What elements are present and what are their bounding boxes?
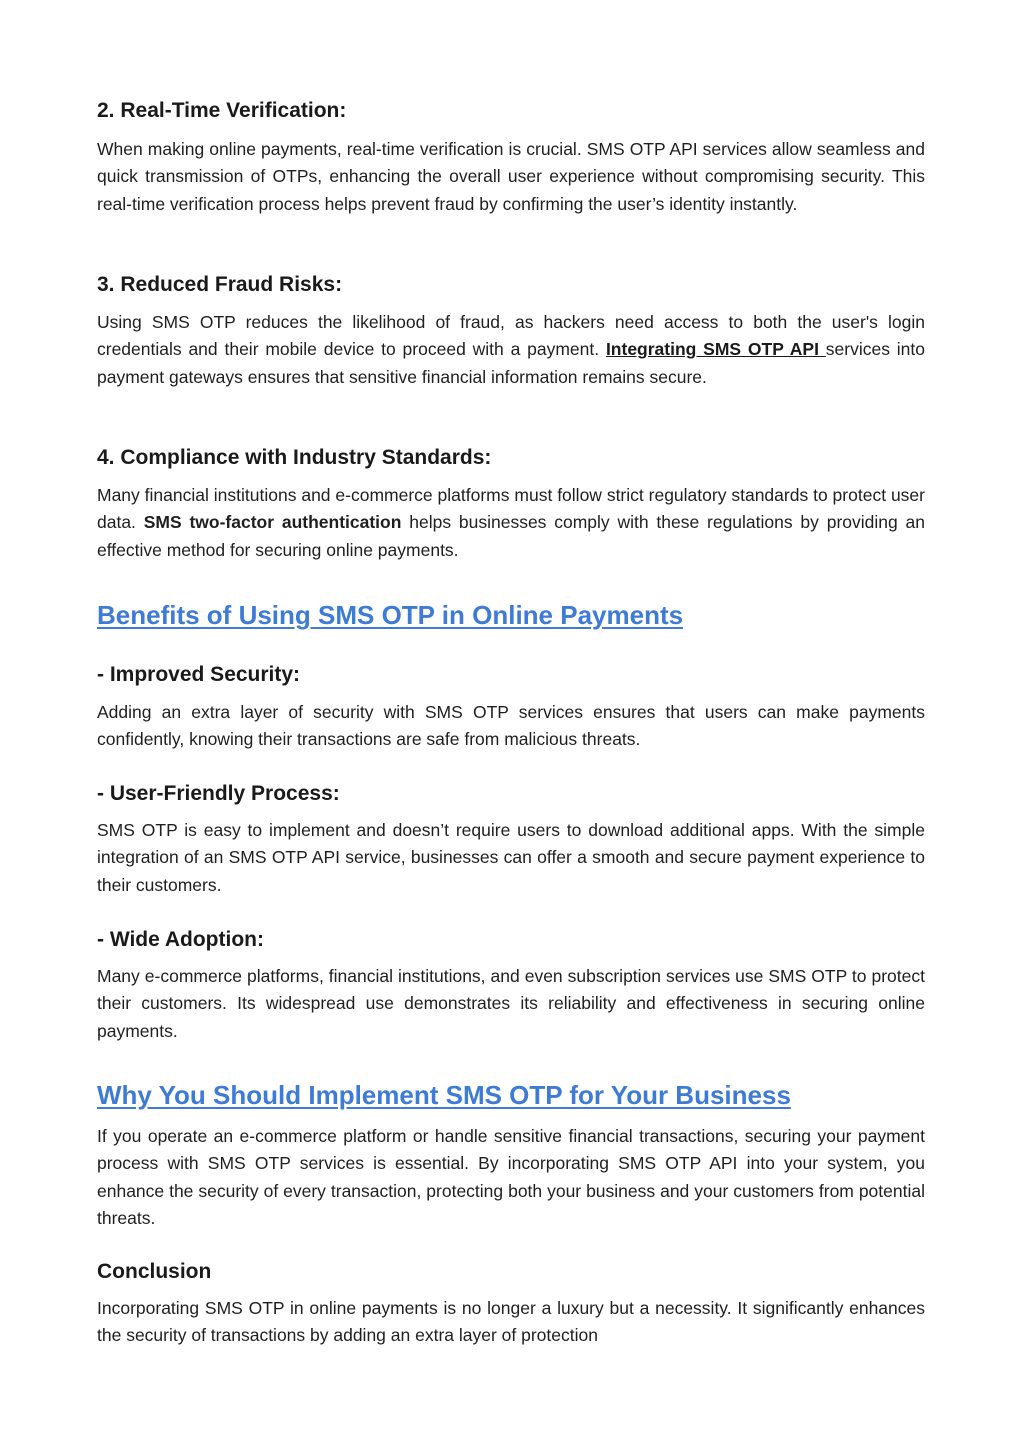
benefit-body-improved-security: Adding an extra layer of security with SMS OTP services ensures that users can make payments confidently, knowing their transactions are safe from malicious threats. (97, 702, 925, 750)
compliance-body-before-bold: Many financial institutions and e-commerce platforms must follow strict regulatory standards to protect user data. (97, 485, 925, 533)
benefit-heading-improved-security: - Improved Security: (97, 663, 301, 686)
integrating-sms-otp-api-link[interactable]: Integrating SMS OTP API (605, 339, 826, 360)
section-heading-real-time-verification: 2. Real-Time Verification: (97, 99, 347, 122)
why-implement-body: If you operate an e-commerce platform or handle sensitive financial transactions, securing your payment process with SMS OTP services is essential. By incorporating SMS OTP API into your system, you enhance the security of every transaction, protecting both your business and your customers from potential threats. (97, 1126, 925, 1228)
benefit-body-wide-adoption: Many e-commerce platforms, financial institutions, and even subscription services use SMS OTP to protect their customers. Its widespread use demonstrates its reliability and effectiveness in securing online payments. (97, 966, 925, 1041)
benefit-heading-wide-adoption: - Wide Adoption: (97, 928, 264, 951)
fraud-body-after-link: services into payment gateways ensures that sensitive financial information remains secure. (97, 339, 925, 387)
conclusion-body: Incorporating SMS OTP in online payments is no longer a luxury but a necessity. It significantly enhances the security of transactions by adding an extra layer of protection (97, 1298, 925, 1346)
benefit-body-user-friendly-process: SMS OTP is easy to implement and doesn’t require users to download additional apps. With the simple integration of an SMS OTP API service, businesses can offer a smooth and secure payment experience to their customers. (97, 820, 925, 895)
section-body-reduced-fraud-risks (97, 309, 925, 391)
benefits-heading: Benefits of Using SMS OTP in Online Payments (97, 600, 684, 630)
section-heading-reduced-fraud-risks: 3. Reduced Fraud Risks: (97, 273, 343, 296)
section-body-compliance (97, 482, 925, 564)
compliance-body-after-bold: helps businesses comply with these regulations by providing an effective method for securing online payments. (97, 512, 925, 560)
fraud-body-before-link: Using SMS OTP reduces the likelihood of fraud, as hackers need access to both the user's login credentials and their mobile device to proceed with a payment. (97, 312, 925, 360)
benefit-heading-user-friendly-process: - User-Friendly Process: (97, 782, 340, 805)
sms-two-factor-authentication-bold: SMS two-factor authentication (143, 512, 402, 533)
why-implement-heading: Why You Should Implement SMS OTP for Your Business (97, 1080, 791, 1110)
conclusion-heading: Conclusion (97, 1260, 212, 1283)
section-heading-compliance: 4. Compliance with Industry Standards: (97, 446, 492, 469)
section-body-real-time-verification: When making online payments, real-time verification is crucial. SMS OTP API services allow seamless and quick transmission of OTPs, enhancing the overall user experience without compromising security. This real-time verification process helps prevent fraud by confirming the user’s identity instantly. (97, 139, 925, 214)
